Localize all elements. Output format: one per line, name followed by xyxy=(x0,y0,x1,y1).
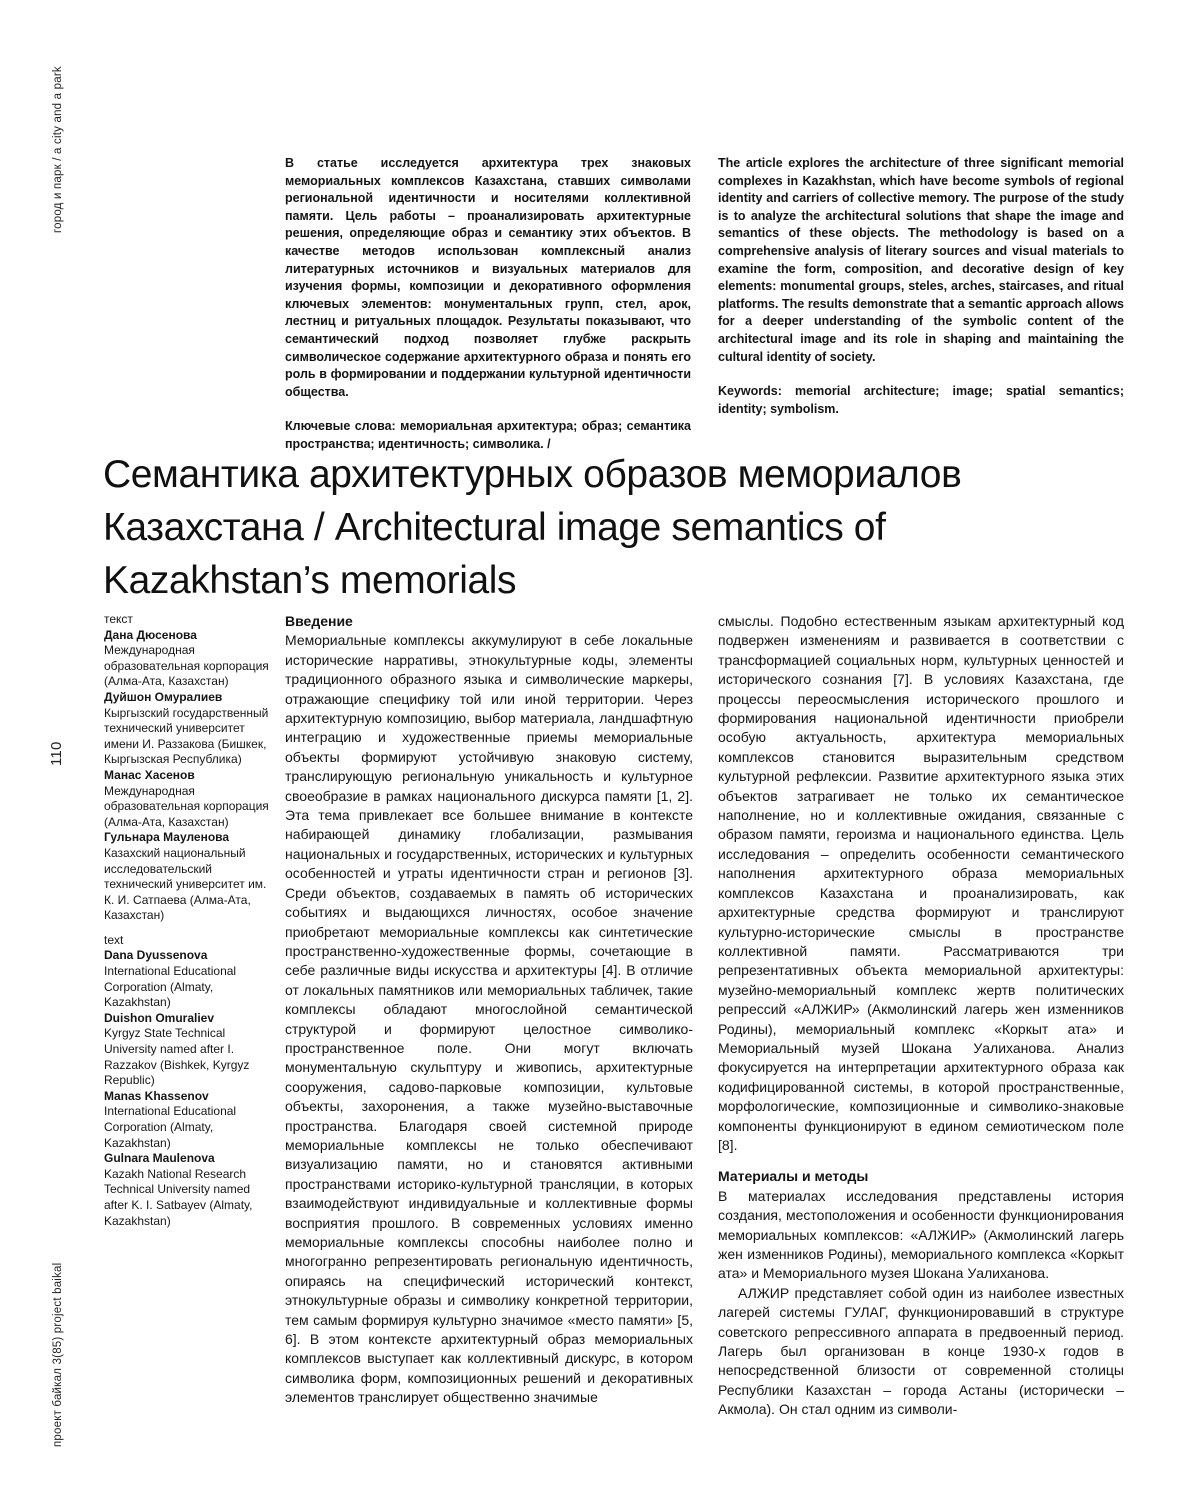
author-entry xyxy=(104,1151,276,1229)
author-entry xyxy=(104,830,276,924)
author-affiliation: Казахский национальный исследовательский технический университет им. К. И. Сатпаева (Алма-Ата, Казахстан) xyxy=(104,845,267,923)
abstract-english xyxy=(718,155,1124,418)
author-name: Дуйшон Омуралиев xyxy=(104,689,223,704)
author-entry xyxy=(104,768,276,830)
intro-text-col2: смыслы. Подобно естественным языкам архитектурный код подвержен изменениям и развивается в соответствии с трансформацией социальных норм, культурных ценностей и исторического сознания [7]. В условиях Казахстана, где процессы переосмысления исторического прошлого и формирования национальной идентичности приобрели особую актуальность, архитектура мемориальных комплексов становится выразительным средством культурной рефлексии. Развитие архитектурного языка этих объектов затрагивает не только их семантическое наполнение, но и коллективные ожидания, связанные с образом памяти, героизма и национального единства. Цель исследования – определить особенности семантического наполнения архитектурного образа мемориальных комплексов Казахстана и проанализировать, как архитектурные средства формируют и транслируют культурно-исторические смыслы в пространстве коллективной памяти. Рассматриваются три репрезентативных объекта мемориальной архитектуры: музейно-мемориальный комплекс жертв политических репрессий «АЛЖИР» (Акмолинский лагерь жен изменников Родины), мемориальный комплекс «Коркыт ата» и Мемориальный музей Шокана Уалиханова. Анализ фокусируется на интерпретации архитектурного образа как кодифицированной системы, в которой пространственные, морфологические, композиционные и символико-знаковые компоненты функционируют в едином семиотическом поле [8]. xyxy=(718,613,1124,1153)
authors-label-en: text xyxy=(104,932,124,947)
journal-vertical-label: проект байкал 3(85) project baikal xyxy=(52,1262,64,1447)
author-entry xyxy=(104,1011,276,1089)
page-number: 110 xyxy=(48,741,65,766)
author-affiliation: Kyrgyz State Technical University named after I. Razzakov (Bishkek, Kyrgyz Republic) xyxy=(104,1026,250,1088)
methods-heading: Материалы и методы xyxy=(718,1168,869,1185)
author-affiliation: Международная образовательная корпорация (Алма-Ата, Казахстан) xyxy=(104,783,269,829)
methods-paragraph-1: В материалах исследования представлены история создания, местоположения и особенности функционирования мемориальных комплексов: «АЛЖИР» (Акмолинский лагерь жен изменников Родины), мемориального комплекса «Коркыт ата» и Мемориального музея Шокана Уалиханова. xyxy=(718,1187,1124,1282)
rubric-vertical-label: город и парк / a city and a park xyxy=(52,66,64,233)
author-name: Gulnara Maulenova xyxy=(104,1151,215,1166)
abstract-ru-text: В статье исследуется архитектура трех знаковых мемориальных комплексов Казахстана, ставших символами региональной идентичности и носителями коллективной памяти. Цель работы – проанализировать архитектурные решения, определяющие образ и семантику этих объектов. В качестве методов использован комплексный анализ литературных источников и визуальных материалов для изучения формы, композиции и декоративного оформления ключевых элементов: монументальных групп, стел, арок, лестниц и ритуальных площадок. Результаты показывают, что семантический подход позволяет глубже раскрыть символическое содержание архитектурного образа и понять его роль в формировании и поддержании культурной идентичности общества. xyxy=(285,156,691,399)
authors-column xyxy=(104,612,276,1229)
author-entry xyxy=(104,628,276,690)
author-name: Manas Khassenov xyxy=(104,1088,209,1103)
author-name: Дана Дюсенова xyxy=(104,627,197,642)
keywords-ru: Ключевые слова: мемориальная архитектура; образ; семантика пространства; идентичность; символика. / xyxy=(285,419,691,451)
author-entry xyxy=(104,948,276,1010)
author-name: Гульнара Мауленова xyxy=(104,830,230,845)
abstract-russian xyxy=(285,155,691,454)
intro-heading: Введение xyxy=(285,613,353,629)
authors-label-ru: текст xyxy=(104,612,133,626)
methods-paragraph-2: АЛЖИР представляет собой один из наиболее известных лагерей системы ГУЛАГ, функционировавший в структуре советского репрессивного аппарата в предвоенный период. Лагерь был организован в конце 1930-х годов в непосредственной близости от современной столицы Республики Казахстан – города Астаны (исторически – Акмола). Он стал одним из символи- xyxy=(718,1284,1124,1418)
author-name: Dana Dyussenova xyxy=(104,948,208,963)
author-affiliation: International Educational Corporation (Almaty, Kazakhstan) xyxy=(104,964,237,1010)
body-column-2 xyxy=(718,612,1124,1420)
intro-text-col1: Мемориальные комплексы аккумулируют в себе локальные исторические нарративы, этнокультурные коды, элементы традиционного образного языка и символические маркеры, отражающие специфику той или иной территории. Через архитектурную композицию, выбор материала, ландшафтную интеграцию и художественные приемы мемориальные объекты формируют устойчивую знаковую систему, транслирующую региональную уникальность и культурное своеобразие в рамках национального дискурса памяти [1, 2]. Эта тема привлекает все большее внимание в контексте набирающей динамику глобализации, размывания национальных и государственных, исторических и культурных особенностей и утраты идентичности стран и регионов [3]. Среди объектов, создаваемых в память об исторических событиях и выдающихся личностях, особое значение приобретают мемориальные комплексы как синтетические пространственно-художественные формы, сочетающие в себе различные виды искусства и архитектуры [4]. В отличие от локальных памятников или мемориальных табличек, такие комплексы обладают многослойной семантической структурой и формируют целостное символико-пространственное поле. Они могут включать монументальную скульптуру и живопись, архитектурные сооружения, садово-парковые композиции, культовые объекты, захоронения, а также музейно-выставочные пространства. Благодаря своей системной природе мемориальные комплексы не только обеспечивают визуализацию памяти, но и становятся активными пространствами историко-культурной трансляции, в которых взаимодействуют индивидуальные и коллективные формы восприятия прошлого. В современных условиях именно мемориальные комплексы способны наиболее полно и многогранно репрезентировать региональную идентичность, опираясь на специфический исторический контекст, этнокультурные образы и символику конкретной территории, тем самым формируя культурно значимое «место памяти» [5, 6]. В этом контексте архитектурный образ мемориальных комплексов выступает как коллективный дискурс, в котором символика форм, композиционных решений и декоративных элементов транслирует общественно значимые xyxy=(285,632,693,1406)
author-affiliation: International Educational Corporation (Almaty, Kazakhstan) xyxy=(104,1104,237,1150)
author-affiliation: Международная образовательная корпорация (Алма-Ата, Казахстан) xyxy=(104,643,269,689)
author-name: Duishon Omuraliev xyxy=(104,1010,215,1025)
body-column-1 xyxy=(285,612,693,1408)
abstract-en-text: The article explores the architecture of three significant memorial complexes in Kazakhstan, which have become symbols of regional identity and carriers of collective memory. The purpose of the study is to analyze the architectural solutions that shape the image and semantics of these objects. The methodology is based on a comprehensive analysis of literary sources and visual materials to examine the form, composition, and decorative design of key elements: monumental groups, steles, arches, staircases, and ritual platforms. The results demonstrate that a semantic approach allows for a deeper understanding of the symbolic content of the architectural image and its role in shaping and maintaining the cultural identity of society. xyxy=(718,156,1124,364)
author-entry xyxy=(104,690,276,768)
keywords-en: Keywords: memorial architecture; image; spatial semantics; identity; symbolism. xyxy=(718,384,1124,416)
author-entry xyxy=(104,1089,276,1151)
article-title: Семантика архитектурных образов мемориалов Казахстана / Architectural image semantics of Kazakhstan’s memorials xyxy=(103,453,962,602)
author-affiliation: Кыргызский государственный технический университет имени И. Раззакова (Бишкек, Кыргызская Республика) xyxy=(104,705,269,767)
author-name: Манас Хасенов xyxy=(104,767,195,782)
author-affiliation: Kazakh National Research Technical University named after K. I. Satbayev (Almaty, Kazakhstan) xyxy=(104,1166,253,1228)
